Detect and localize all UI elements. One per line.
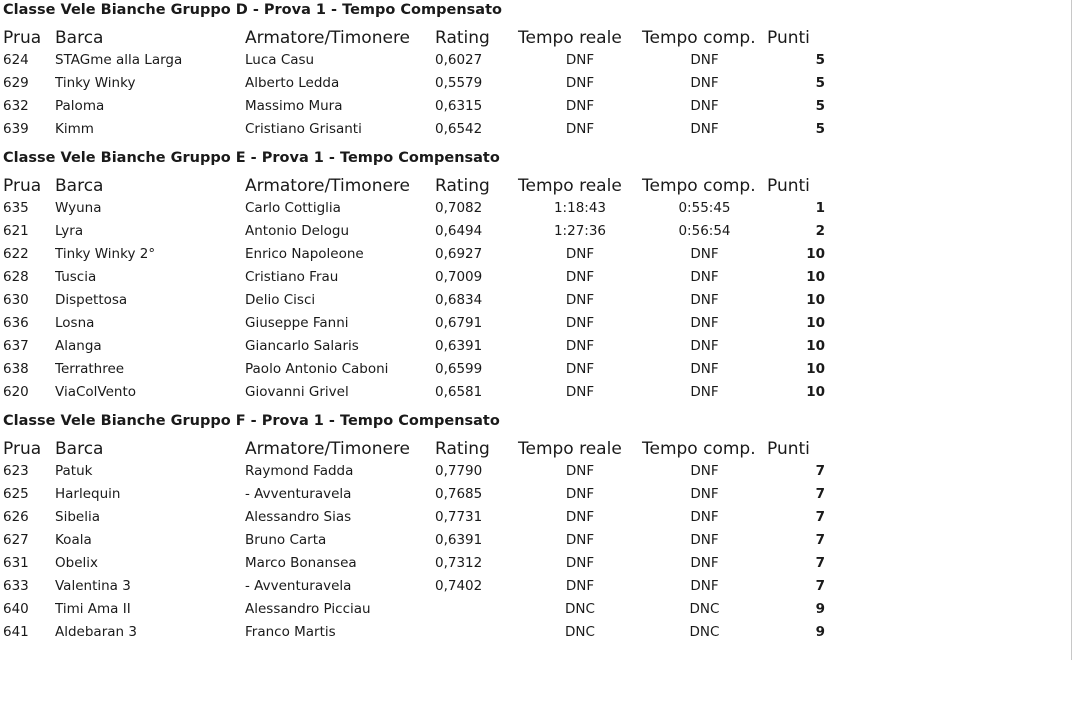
cell-barca: Wyuna: [55, 200, 102, 216]
cell-armatore: Franco Martis: [245, 624, 336, 640]
cell-barca: STAGme alla Larga: [55, 52, 183, 68]
cell-rating: 0,6542: [435, 121, 483, 137]
cell-barca: Dispettosa: [55, 292, 128, 308]
cell-armatore: - Avventuravela: [245, 578, 352, 594]
cell-punti: 5: [815, 98, 825, 114]
cell-rating: 0,7685: [435, 486, 483, 502]
cell-punti: 7: [815, 509, 825, 525]
cell-armatore: - Avventuravela: [245, 486, 352, 502]
cell-tempo-comp: 0:56:54: [678, 223, 731, 239]
cell-tempo-reale: DNF: [565, 555, 595, 571]
cell-prua: 636: [3, 315, 29, 331]
cell-tempo-comp: DNF: [690, 269, 719, 285]
cell-armatore: Alessandro Sias: [245, 509, 352, 525]
cell-armatore: Antonio Delogu: [245, 223, 350, 239]
cell-tempo-reale: DNF: [565, 98, 595, 114]
cell-armatore: Enrico Napoleone: [245, 246, 364, 262]
group-title: Classe Vele Bianche Gruppo F - Prova 1 - Tempo Compensato: [3, 413, 500, 429]
cell-tempo-reale: DNF: [565, 384, 595, 400]
cell-punti: 7: [815, 486, 825, 502]
cell-barca: Kimm: [55, 121, 94, 137]
table-row: [3, 197, 825, 220]
column-header-punti: Punti: [767, 439, 810, 459]
cell-rating: 0,7731: [435, 509, 483, 525]
cell-prua: 628: [3, 269, 29, 285]
cell-punti: 1: [815, 200, 825, 216]
cell-prua: 623: [3, 463, 29, 479]
cell-tempo-comp: DNF: [690, 315, 719, 331]
cell-tempo-reale: DNF: [565, 75, 595, 91]
table-row: [3, 266, 825, 289]
cell-armatore: Giovanni Grivel: [245, 384, 349, 400]
cell-rating: 0,7312: [435, 555, 483, 571]
column-header-barca: Barca: [55, 28, 104, 48]
cell-armatore: Marco Bonansea: [245, 555, 357, 571]
cell-armatore: Luca Casu: [245, 52, 315, 68]
header-row: [3, 22, 825, 49]
cell-rating: 0,7009: [435, 269, 483, 285]
cell-tempo-comp: DNF: [690, 509, 719, 525]
cell-prua: 621: [3, 223, 29, 239]
cell-punti: 10: [806, 292, 825, 308]
column-header-rating: Rating: [435, 176, 490, 196]
cell-prua: 633: [3, 578, 29, 594]
cell-rating: 0,6599: [435, 361, 483, 377]
cell-tempo-reale: DNF: [565, 578, 595, 594]
cell-armatore: Bruno Carta: [245, 532, 327, 548]
table-row: [3, 95, 825, 118]
results-table: [3, 170, 825, 404]
cell-barca: Obelix: [55, 555, 98, 571]
column-header-tempo-comp: Tempo comp.: [642, 28, 756, 48]
table-row: [3, 529, 825, 552]
cell-punti: 10: [806, 361, 825, 377]
table-row: [3, 289, 825, 312]
cell-rating: 0,6027: [435, 52, 483, 68]
cell-barca: Terrathree: [55, 361, 125, 377]
cell-armatore: Giancarlo Salaris: [245, 338, 359, 354]
cell-punti: 7: [815, 532, 825, 548]
cell-tempo-comp: DNF: [690, 486, 719, 502]
cell-tempo-reale: DNF: [565, 463, 595, 479]
header-row: [3, 433, 825, 460]
cell-prua: 641: [3, 624, 29, 640]
cell-tempo-reale: DNF: [565, 486, 595, 502]
column-header-armatore: Armatore/Timonere: [245, 176, 411, 196]
cell-rating: 0,6494: [435, 223, 483, 239]
cell-barca: Valentina 3: [55, 578, 131, 594]
cell-tempo-reale: DNC: [565, 624, 595, 640]
cell-punti: 10: [806, 384, 825, 400]
cell-prua: 640: [3, 601, 29, 617]
cell-tempo-reale: 1:27:36: [553, 223, 607, 239]
cell-punti: 2: [815, 223, 825, 239]
cell-prua: 624: [3, 52, 29, 68]
cell-barca: Harlequin: [55, 486, 121, 502]
table-row: [3, 575, 825, 598]
column-header-prua: Prua: [3, 176, 42, 196]
cell-tempo-comp: 0:55:45: [678, 200, 731, 216]
cell-rating: 0,6581: [435, 384, 483, 400]
results-group: [3, 410, 1063, 644]
table-row: [3, 506, 825, 529]
cell-punti: 9: [815, 601, 825, 617]
cell-rating: 0,6834: [435, 292, 483, 308]
column-header-armatore: Armatore/Timonere: [245, 439, 411, 459]
cell-punti: 10: [806, 315, 825, 331]
cell-tempo-comp: DNF: [690, 52, 719, 68]
cell-armatore: Alessandro Picciau: [245, 601, 371, 617]
cell-armatore: Cristiano Grisanti: [245, 121, 362, 137]
cell-tempo-comp: DNF: [690, 98, 719, 114]
cell-prua: 638: [3, 361, 29, 377]
cell-prua: 622: [3, 246, 29, 262]
cell-armatore: Paolo Antonio Caboni: [245, 361, 389, 377]
group-title: Classe Vele Bianche Gruppo E - Prova 1 - Tempo Compensato: [3, 150, 500, 166]
cell-armatore: Carlo Cottiglia: [245, 200, 341, 216]
cell-tempo-reale: DNF: [565, 509, 595, 525]
cell-tempo-comp: DNF: [690, 338, 719, 354]
cell-barca: Paloma: [55, 98, 105, 114]
table-row: [3, 243, 825, 266]
cell-barca: Koala: [55, 532, 92, 548]
cell-rating: 0,6791: [435, 315, 483, 331]
cell-tempo-reale: DNF: [565, 292, 595, 308]
cell-rating: 0,7082: [435, 200, 483, 216]
cell-tempo-reale: DNF: [565, 315, 595, 331]
cell-rating: 0,5579: [435, 75, 483, 91]
cell-prua: 632: [3, 98, 29, 114]
cell-prua: 631: [3, 555, 29, 571]
cell-rating: [435, 621, 518, 644]
cell-tempo-comp: DNC: [689, 601, 720, 617]
cell-armatore: Raymond Fadda: [245, 463, 354, 479]
cell-tempo-comp: DNF: [690, 578, 719, 594]
cell-punti: 5: [815, 52, 825, 68]
column-header-tempo-comp: Tempo comp.: [642, 176, 756, 196]
column-header-prua: Prua: [3, 439, 42, 459]
table-row: [3, 621, 825, 644]
cell-barca: Timi Ama II: [55, 601, 131, 617]
cell-rating: 0,7790: [435, 463, 483, 479]
cell-prua: 620: [3, 384, 29, 400]
cell-armatore: Giuseppe Fanni: [245, 315, 349, 331]
cell-tempo-reale: DNF: [565, 246, 595, 262]
cell-tempo-comp: DNF: [690, 292, 719, 308]
cell-punti: 10: [806, 269, 825, 285]
column-header-punti: Punti: [767, 176, 810, 196]
cell-tempo-reale: 1:18:43: [553, 200, 607, 216]
column-header-tempo-comp: Tempo comp.: [642, 439, 756, 459]
column-header-tempo-reale: Tempo reale: [518, 176, 622, 196]
cell-prua: 639: [3, 121, 29, 137]
table-row: [3, 460, 825, 483]
results-group: [3, 0, 1063, 147]
cell-tempo-reale: DNF: [565, 532, 595, 548]
cell-tempo-comp: DNF: [690, 246, 719, 262]
cell-rating: 0,6927: [435, 246, 483, 262]
cell-rating: 0,6391: [435, 338, 483, 354]
cell-tempo-reale: DNF: [565, 121, 595, 137]
column-header-rating: Rating: [435, 439, 490, 459]
cell-rating: 0,6391: [435, 532, 483, 548]
cell-armatore: Alberto Ledda: [245, 75, 340, 91]
table-row: [3, 381, 825, 404]
cell-tempo-reale: DNF: [565, 52, 595, 68]
cell-tempo-comp: DNF: [690, 555, 719, 571]
cell-tempo-reale: DNF: [565, 269, 595, 285]
cell-barca: Lyra: [55, 223, 84, 239]
cell-barca: Tinky Winky 2°: [55, 246, 156, 262]
cell-tempo-comp: DNC: [689, 624, 720, 640]
cell-barca: Sibelia: [55, 509, 100, 525]
cell-barca: Aldebaran 3: [55, 624, 137, 640]
cell-rating: 0,6315: [435, 98, 483, 114]
cell-armatore: Massimo Mura: [245, 98, 343, 114]
table-row: [3, 312, 825, 335]
cell-barca: Tuscia: [55, 269, 97, 285]
cell-tempo-comp: DNF: [690, 75, 719, 91]
cell-tempo-comp: DNF: [690, 121, 719, 137]
table-row: [3, 358, 825, 381]
cell-tempo-comp: DNF: [690, 384, 719, 400]
table-row: [3, 598, 825, 621]
cell-punti: 9: [815, 624, 825, 640]
cell-punti: 7: [815, 463, 825, 479]
cell-tempo-comp: DNF: [690, 532, 719, 548]
table-row: [3, 118, 825, 141]
cell-tempo-comp: DNF: [690, 361, 719, 377]
group-title: Classe Vele Bianche Gruppo D - Prova 1 - Tempo Compensato: [3, 2, 502, 18]
results-group: [3, 147, 1063, 410]
table-row: [3, 49, 825, 72]
column-header-punti: Punti: [767, 28, 810, 48]
column-header-prua: Prua: [3, 28, 42, 48]
table-row: [3, 220, 825, 243]
column-header-tempo-reale: Tempo reale: [518, 439, 622, 459]
table-row: [3, 335, 825, 358]
cell-rating: [435, 598, 518, 621]
cell-punti: 10: [806, 338, 825, 354]
cell-prua: 637: [3, 338, 29, 354]
cell-armatore: Cristiano Frau: [245, 269, 339, 285]
cell-punti: 5: [815, 75, 825, 91]
cell-prua: 627: [3, 532, 29, 548]
cell-tempo-comp: DNF: [690, 463, 719, 479]
cell-armatore: Delio Cisci: [245, 292, 316, 308]
cell-prua: 629: [3, 75, 29, 91]
header-row: [3, 170, 825, 197]
right-border-line: [1071, 0, 1072, 660]
table-row: [3, 552, 825, 575]
column-header-tempo-reale: Tempo reale: [518, 28, 622, 48]
cell-prua: 625: [3, 486, 29, 502]
column-header-barca: Barca: [55, 176, 104, 196]
cell-barca: Losna: [55, 315, 95, 331]
cell-tempo-reale: DNC: [565, 601, 595, 617]
cell-barca: ViaColVento: [55, 384, 136, 400]
cell-prua: 626: [3, 509, 29, 525]
cell-barca: Tinky Winky: [55, 75, 136, 91]
cell-rating: 0,7402: [435, 578, 483, 594]
cell-punti: 7: [815, 578, 825, 594]
cell-punti: 7: [815, 555, 825, 571]
cell-tempo-reale: DNF: [565, 338, 595, 354]
cell-punti: 5: [815, 121, 825, 137]
column-header-armatore: Armatore/Timonere: [245, 28, 411, 48]
cell-barca: Alanga: [55, 338, 102, 354]
cell-punti: 10: [806, 246, 825, 262]
column-header-barca: Barca: [55, 439, 104, 459]
table-row: [3, 72, 825, 95]
cell-prua: 635: [3, 200, 29, 216]
cell-tempo-reale: DNF: [565, 361, 595, 377]
column-header-rating: Rating: [435, 28, 490, 48]
table-row: [3, 483, 825, 506]
cell-barca: Patuk: [55, 463, 93, 479]
results-page: [3, 0, 1063, 644]
results-table: [3, 22, 825, 141]
cell-prua: 630: [3, 292, 29, 308]
results-table: [3, 433, 825, 644]
